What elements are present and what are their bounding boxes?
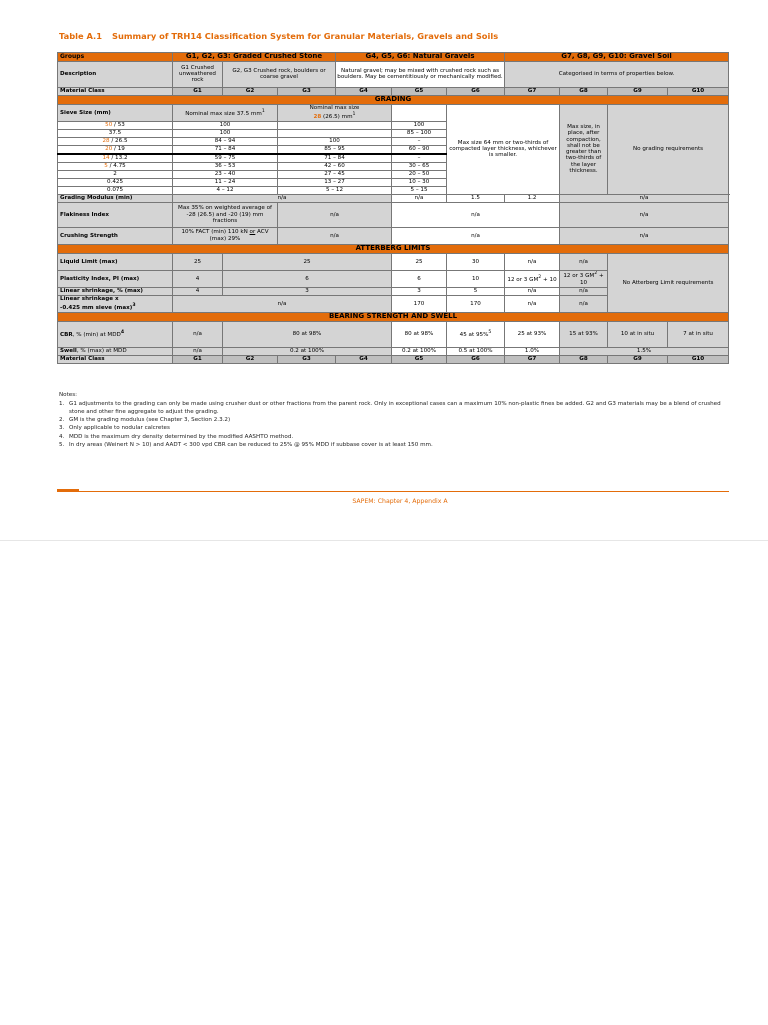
g1-sieve-value: 84 – 94 — [173, 137, 278, 145]
sieve-size — [58, 186, 173, 194]
group-g4-g6: G4, G5, G6: Natural Gravels — [336, 53, 505, 62]
crushing-label: Crushing Strength — [58, 227, 173, 244]
cbr-g2-g3: 80 at 98% — [223, 321, 392, 347]
class-bottom-g4: G4 — [336, 355, 392, 363]
page-background — [0, 540, 768, 1025]
grading-modulus-row — [58, 194, 729, 202]
note-text: In dry areas (Weinert N > 10) and AADT < 300 vpd CBR can be reduced to 25% @ 95% MDD if subbase cover is at least 150 mm. — [69, 441, 433, 448]
desc-g1: G1 Crushed unweathered rock — [173, 61, 223, 87]
sieve-size-alt: 14 — [102, 155, 110, 162]
cbr-g7: 15 at 93% — [560, 321, 608, 347]
pi-g2-g3: 6 — [223, 270, 392, 287]
pi-g7-text: 12 or 3 GM — [563, 273, 595, 280]
swell-g6: 1.0% — [505, 347, 560, 355]
class-bottom-g5: G5 — [392, 355, 447, 363]
g23-sieve-value: 42 – 60 — [278, 162, 392, 170]
page-footer: SAPEM: Chapter 4, Appendix A — [352, 498, 448, 505]
sieve-size — [58, 137, 173, 145]
note-item — [59, 433, 727, 441]
table-title — [59, 31, 508, 41]
lsx-g5: 170 — [447, 295, 505, 312]
sieve-size-value: / 4.75 — [107, 163, 126, 170]
g1-sieve-value: 100 — [173, 121, 278, 129]
classification-table — [57, 52, 729, 364]
class-g1: G1 — [173, 87, 223, 95]
liquid-limit-row — [58, 253, 729, 270]
material-class-label-bottom: Material Class — [58, 355, 173, 363]
linear-shrinkage-x-label — [58, 295, 173, 312]
g23-sieve-value — [278, 121, 392, 129]
cbr-row — [58, 321, 729, 347]
class-bottom-g9: G9 — [608, 355, 668, 363]
g5-g6-grading-note: Max size 64 mm or two-thirds of compacted layer thickness, whichever is smaller. — [447, 104, 560, 194]
desc-g2-g3: G2, G3 Crushed rock, boulders or coarse gravel — [223, 61, 336, 87]
class-g6: G6 — [447, 87, 505, 95]
note-text: GM is the grading modulus (see Chapter 3, Section 2.3.2) — [69, 417, 231, 424]
sieve-size-value: 37.5 — [108, 130, 122, 137]
g23-sieve-value: 5 – 12 — [278, 186, 392, 194]
atterberg-heading: ATTERBERG LIMITS — [58, 244, 729, 253]
class-g8: G8 — [560, 87, 608, 95]
class-g2: G2 — [223, 87, 278, 95]
pi-g6 — [505, 270, 560, 287]
g23-sieve-value: 13 – 27 — [278, 178, 392, 186]
g23-sieve-value: 100 — [278, 137, 392, 145]
crushing-row — [58, 227, 729, 244]
sieve-size-alt: 5 — [104, 163, 108, 170]
cbr-g5 — [447, 321, 505, 347]
bearing-heading: BEARING STRENGTH AND SWELL — [58, 312, 729, 321]
lsx-label-line2: -0.425 mm sieve (max) — [60, 304, 133, 311]
g4-sieve-value: – — [392, 154, 447, 163]
description-row — [58, 61, 729, 87]
sieve-size-value: 0.425 — [106, 179, 123, 186]
ll-g7: n/a — [560, 253, 608, 270]
note-number: 4. — [59, 433, 65, 440]
sieve-size-value: 0.075 — [106, 187, 123, 194]
footnote-ref: 2 — [594, 271, 598, 277]
sieve-size — [58, 162, 173, 170]
groups-label: Groups — [58, 53, 173, 62]
g23-nominal-alt: 28 — [313, 113, 322, 120]
cbr-g1: n/a — [173, 321, 223, 347]
g4-sieve-head — [392, 104, 447, 121]
note-item — [59, 424, 727, 432]
note-text: Only applicable to nodular calcretes — [69, 425, 170, 432]
note-item — [59, 441, 727, 449]
footnote-ref: 3 — [132, 302, 136, 308]
crushing-g1 — [173, 227, 278, 244]
ls-g1: 4 — [173, 287, 223, 295]
g23-sieve-value: 71 – 84 — [278, 154, 392, 163]
flakiness-row — [58, 202, 729, 227]
g1-nominal-text: Nominal max size 37.5 mm — [185, 110, 262, 117]
flakiness-g4-g6: n/a — [392, 202, 560, 227]
ll-g4: 25 — [392, 253, 447, 270]
class-bottom-g1: G1 — [173, 355, 223, 363]
plasticity-index-label: Plasticity Index, PI (max) — [58, 270, 173, 287]
g4-sieve-value: 30 – 65 — [392, 162, 447, 170]
sieve-size — [58, 121, 173, 129]
crushing-acv: ACV (max) 29% — [209, 229, 269, 242]
footnote-ref: 1 — [261, 108, 265, 114]
group-g7-g10: G7, G8, G9, G10: Gravel Soil — [505, 53, 729, 62]
class-bottom-g2: G2 — [223, 355, 278, 363]
g23-nominal-size — [278, 104, 392, 121]
grading-heading-row — [58, 95, 729, 104]
g4-sieve-value: 100 — [392, 121, 447, 129]
material-class-row-top — [58, 87, 729, 95]
gm-g6: 1.2 — [505, 194, 560, 202]
note-number: 3. — [59, 425, 65, 432]
groups-row — [58, 53, 729, 62]
sieve-size-alt: 28 — [102, 138, 110, 145]
pi-g6-post: + 10 — [541, 276, 557, 283]
swell-g1: n/a — [173, 347, 223, 355]
cbr-g9: 7 at in situ — [668, 321, 729, 347]
sieve-size-label: Sieve Size (mm) — [58, 104, 173, 121]
g1-sieve-value: 4 – 12 — [173, 186, 278, 194]
sieve-size — [58, 154, 173, 163]
footnote-ref: 1 — [352, 111, 356, 117]
class-g7: G7 — [505, 87, 560, 95]
sieve-size-value: / 19 — [112, 146, 125, 153]
cbr-label — [58, 321, 173, 347]
cbr-g5-text: 45 at 95% — [459, 331, 489, 338]
note-number: 5. — [59, 441, 65, 448]
group-g1-g3: G1, G2, G3: Graded Crushed Stone — [173, 53, 336, 62]
crushing-g4-g6: n/a — [392, 227, 560, 244]
sieve-size-value: 2 — [113, 171, 117, 178]
g4-sieve-value: 85 – 100 — [392, 129, 447, 137]
g1-sieve-value: 11 – 24 — [173, 178, 278, 186]
liquid-limit-label: Liquid Limit (max) — [58, 253, 173, 270]
ll-g2-g3: 25 — [223, 253, 392, 270]
ls-g6: n/a — [505, 287, 560, 295]
footnote-ref: 2 — [538, 274, 542, 280]
note-item — [59, 416, 727, 424]
crushing-fact: 10% FACT (min) 110 kN — [181, 229, 250, 236]
cbr-label-bold: CBR — [60, 331, 73, 338]
footer-rule — [57, 491, 729, 492]
g23-sieve-value: 27 – 45 — [278, 170, 392, 178]
lsx-g1-g3: n/a — [173, 295, 392, 312]
lsx-g6: n/a — [505, 295, 560, 312]
sieve-size — [58, 178, 173, 186]
flakiness-g1: Max 35% on weighted average of -28 (26.5) and -20 (19) mm fractions — [173, 202, 278, 227]
material-class-row-bottom — [58, 355, 729, 363]
description-label: Description — [58, 61, 173, 87]
g1-sieve-value: 36 – 53 — [173, 162, 278, 170]
footnote-ref: 4 — [120, 330, 125, 336]
footnote-ref: 5 — [488, 330, 492, 336]
pi-g7 — [560, 270, 608, 287]
class-bottom-g8: G8 — [560, 355, 608, 363]
class-g9: G9 — [608, 87, 668, 95]
cbr-g4: 80 at 98% — [392, 321, 447, 347]
cbr-g6: 25 at 93% — [505, 321, 560, 347]
linear-shrinkage-label: Linear shrinkage, % (max) — [58, 287, 173, 295]
flakiness-g2-g3: n/a — [278, 202, 392, 227]
sieve-size-alt: 20 — [105, 146, 113, 153]
g4-sieve-value: 5 – 15 — [392, 186, 447, 194]
sieve-size-value: / 13.2 — [109, 155, 128, 162]
swell-label — [58, 347, 173, 355]
g23-nominal-text: Nominal max size — [309, 105, 360, 112]
g23-sieve-value: 85 – 95 — [278, 145, 392, 154]
swell-g2-g3: 0.2 at 100% — [223, 347, 392, 355]
gm-g7-g10: n/a — [560, 194, 729, 202]
bearing-heading-row — [58, 312, 729, 321]
ls-g4: 3 — [392, 287, 447, 295]
sieve-header-row — [58, 104, 729, 121]
g23-nominal-unit: (26.5) mm — [323, 113, 353, 120]
pi-g6-text: 12 or 3 GM — [507, 276, 539, 283]
note-number: 2. — [59, 417, 65, 424]
note-item — [59, 400, 727, 416]
g1-nominal-size — [173, 104, 278, 121]
swell-g4: 0.2 at 100% — [392, 347, 447, 355]
pi-g1: 4 — [173, 270, 223, 287]
g7-grading-note: Max size, in place, after compaction, shall not be greater than two-thirds of the layer thickness. — [560, 104, 608, 194]
lsx-label-line1: Linear shrinkage x — [60, 296, 119, 303]
ll-g6: n/a — [505, 253, 560, 270]
lsx-g4: 170 — [392, 295, 447, 312]
ll-g1: 25 — [173, 253, 223, 270]
gm-g1-g3: n/a — [173, 194, 392, 202]
ls-g7: n/a — [560, 287, 608, 295]
class-bottom-g3: G3 — [278, 355, 336, 363]
flakiness-label: Flakiness Index — [58, 202, 173, 227]
g23-sieve-value — [278, 129, 392, 137]
sieve-size — [58, 170, 173, 178]
swell-row — [58, 347, 729, 355]
crushing-g2-g3: n/a — [278, 227, 392, 244]
sieve-size-value: / 53 — [112, 122, 125, 129]
ls-g2-g3: 3 — [223, 287, 392, 295]
pi-g5: 10 — [447, 270, 505, 287]
gm-g4: n/a — [392, 194, 447, 202]
g1-sieve-value: 59 – 75 — [173, 154, 278, 163]
grading-heading: GRADING — [58, 95, 729, 104]
notes-heading: Notes: — [59, 392, 78, 398]
ls-g5: 5 — [447, 287, 505, 295]
table-caption: Summary of TRH14 Classification System for Granular Materials, Gravels and Soils — [112, 31, 499, 41]
desc-g7-g10: Categorised in terms of properties below. — [505, 61, 729, 87]
atterberg-heading-row — [58, 244, 729, 253]
g4-sieve-value: – — [392, 137, 447, 145]
class-g3: G3 — [278, 87, 336, 95]
grading-modulus-label: Grading Modulus (min) — [58, 194, 173, 202]
g1-sieve-value: 71 – 84 — [173, 145, 278, 154]
g4-sieve-value: 10 – 30 — [392, 178, 447, 186]
sieve-size — [58, 145, 173, 154]
g1-sieve-value: 100 — [173, 129, 278, 137]
flakiness-g7-g10: n/a — [560, 202, 729, 227]
swell-label-bold: Swell — [60, 348, 77, 355]
class-bottom-g6: G6 — [447, 355, 505, 363]
ll-g5: 30 — [447, 253, 505, 270]
swell-g7-g10: 1.5% — [560, 347, 729, 355]
crushing-or: or — [249, 229, 256, 236]
note-number: 1. — [59, 401, 65, 408]
swell-g5: 0.5 at 100% — [447, 347, 505, 355]
notes-section — [59, 391, 727, 449]
cbr-g8: 10 at in situ — [608, 321, 668, 347]
table-number: Table A.1 — [59, 31, 102, 41]
atterberg-g8-g10-note: No Atterberg Limit requirements — [608, 253, 729, 312]
class-g4: G4 — [336, 87, 392, 95]
class-bottom-g10: G10 — [668, 355, 729, 363]
g4-sieve-value: 60 – 90 — [392, 145, 447, 154]
desc-g4-g6: Natural gravel; may be mixed with crushed rock such as boulders. May be cementitiously or mechanically modified. — [336, 61, 505, 87]
class-bottom-g7: G7 — [505, 355, 560, 363]
material-class-label: Material Class — [58, 87, 173, 95]
note-text: MDD is the maximum dry density determined by the modified AASHTO method. — [69, 433, 294, 440]
note-text: G1 adjustments to the grading can only be made using crusher dust or other fractions from the parent rock. Only in exceptional cases can a maximum 10% non-plastic fines be added. G2 and G3 materials may be a blend of crushed stone and other fine aggregate to adjust the grading. — [69, 401, 721, 416]
cbr-label-rest: , % (min) at MDD — [72, 331, 121, 338]
sieve-size — [58, 129, 173, 137]
g4-sieve-value: 20 – 50 — [392, 170, 447, 178]
swell-label-rest: , % (max) at MDD — [76, 348, 127, 355]
pi-g7-post: + 10 — [579, 273, 604, 286]
g8-g10-grading-note: No grading requirements — [608, 104, 729, 194]
sieve-size-value: / 26.5 — [109, 138, 128, 145]
class-g5: G5 — [392, 87, 447, 95]
crushing-g7-g10: n/a — [560, 227, 729, 244]
class-g10: G10 — [668, 87, 729, 95]
pi-g4: 6 — [392, 270, 447, 287]
lsx-g7: n/a — [560, 295, 608, 312]
g1-sieve-value: 23 – 40 — [173, 170, 278, 178]
gm-g5: 1.5 — [447, 194, 505, 202]
sieve-size-alt: 50 — [105, 122, 113, 129]
